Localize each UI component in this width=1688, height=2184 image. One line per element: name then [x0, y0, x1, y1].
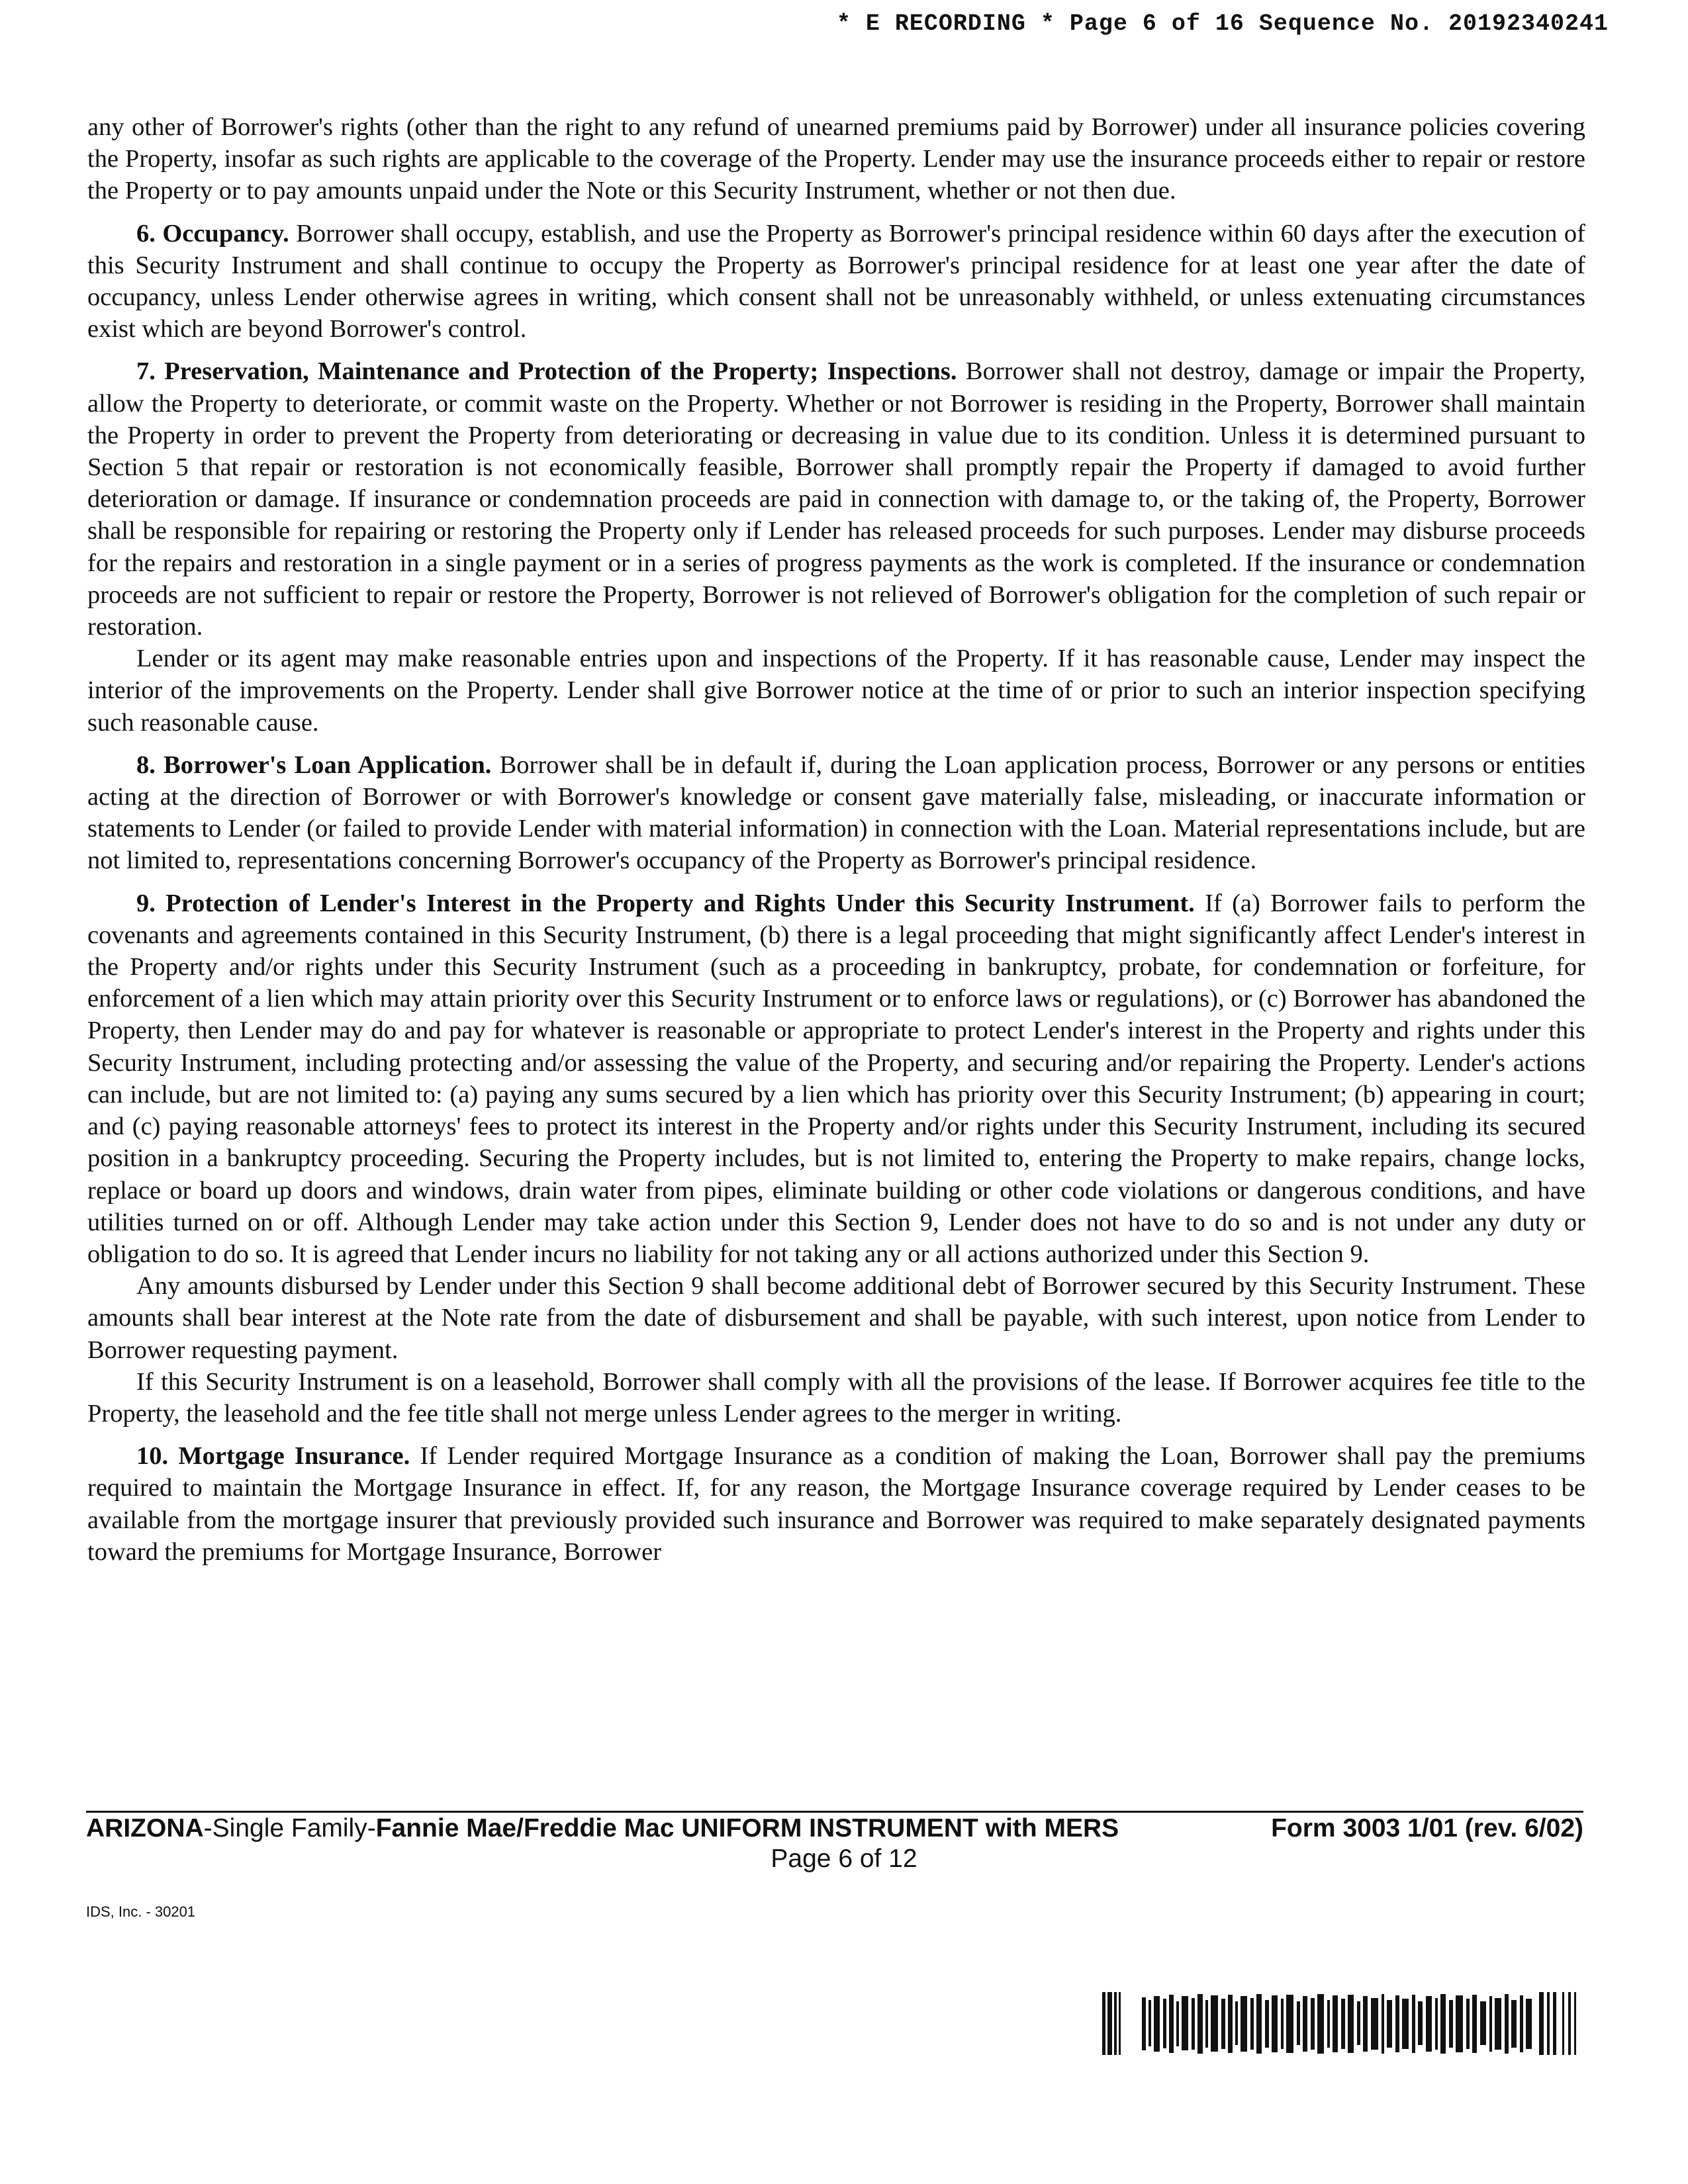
recording-header: * E RECORDING * Page 6 of 16 Sequence No. 20192340241 [836, 11, 1609, 37]
footer-page-number: Page 6 of 12 [771, 1844, 917, 1873]
paragraph-text: If (a) Borrower fails to perform the covenants and agreements contained in this Security Instrument, (b) there is a legal proceeding that might significantly affect Lender's interest in the Property and/or rights under this Security Instrument (such as a proceeding in bankruptcy, probate, for condemnation or forfeiture, for enforcement of a lien which may attain priority over this Security Instrument or to enforce laws or regulations), or (c) Borrower has abandoned the Property, then Lender may do and pay for whatever is reasonable or appropriate to protect Lender's interest in the Property and rights under this Security Instrument, including protecting and/or assessing the value of the Property, and securing and/or repairing the Property. Lender's actions can include, but are not limited to: (a) paying any sums secured by a lien which has priority over this Security Instrument; (b) appearing in court; and (c) paying reasonable attorneys' fees to protect its interest in the Property and/or rights under this Security Instrument, including its secured position in a bankruptcy proceeding. Securing the Property includes, but is not limited to, entering the Property to make repairs, change locks, replace or board up doors and windows, drain water from pipes, eliminate building or other code violations or dangerous conditions, and have utilities turned on or off. Although Lender may take action under this Section 9, Lender does not have to do so and is not under any duty or obligation to do so. It is agreed that Lender incurs no liability for not taking any or all actions authorized under this Section 9. [87, 889, 1585, 1268]
section-heading: 6. Occupancy. [136, 219, 289, 248]
ids-form-code: IDS, Inc. - 30201 [86, 1903, 196, 1920]
section-7-preservation [87, 355, 1585, 643]
paragraph-text: Lender or its agent may make reasonable entries upon and inspections of the Property. If it has reasonable cause, Lender may inspect the interior of the improvements on the Property. Lender shall give Borrower notice at the time of or prior to such an interior inspection specifying such reasonable cause. [87, 645, 1585, 737]
paragraph-text: Borrower shall occupy, establish, and use the Property as Borrower's principal residence within 60 days after the execution of this Security Instrument and shall continue to occupy the Property as Borrower's principal residence for at least one year after the date of occupancy, unless Lender otherwise agrees in writing, which consent shall not be unreasonably withheld, or unless extenuating circumstances exist which are beyond Borrower's control. [87, 219, 1585, 343]
paragraph-text: any other of Borrower's rights (other than the right to any refund of unearned premiums paid by Borrower) under all insurance policies covering the Property, insofar as such rights are applicable to the coverage of the Property. Lender may use the insurance proceeds either to repair or restore the Property or to pay amounts unpaid under the Note or this Security Instrument, whether or not then due. [87, 113, 1585, 205]
section-7-inspections-paragraph [87, 643, 1585, 739]
section-heading: 10. Mortgage Insurance. [136, 1442, 410, 1471]
paragraph-text: Borrower shall be in default if, during the Loan application process, Borrower or any persons or entities acting at the direction of Borrower or with Borrower's knowledge or consent gave materially false, misleading, or inaccurate information or statements to Lender (or failed to provide Lender with material information) in connection with the Loan. Material representations include, but are not limited to, representations concerning Borrower's occupancy of the Property as Borrower's principal residence. [87, 751, 1585, 875]
section-8-loan-application [87, 749, 1585, 877]
section-9-disbursed-paragraph [87, 1270, 1585, 1366]
section-heading: 8. Borrower's Loan Application. [136, 751, 492, 779]
barcode-icon [1102, 1992, 1579, 2055]
footer-divider [86, 1811, 1583, 1813]
section-9-protection [87, 887, 1585, 1270]
section-6-occupancy [87, 218, 1585, 345]
section-heading: 7. Preservation, Maintenance and Protection of the Property; Inspections. [136, 357, 957, 386]
footer-state: ARIZONA [86, 1814, 204, 1843]
paragraph-text: If Lender required Mortgage Insurance as a condition of making the Loan, Borrower shall pay the premiums required to maintain the Mortgage Insurance in effect. If, for any reason, the Mortgage Insurance coverage required by Lender ceases to be available from the mortgage insurer that previously provided such insurance and Borrower was required to make separately designated payments toward the premiums for Mortgage Insurance, Borrower [87, 1442, 1585, 1566]
section-9-leasehold-paragraph [87, 1366, 1585, 1430]
section-10-mortgage-insurance [87, 1440, 1585, 1568]
footer-form-number: Form 3003 1/01 (rev. 6/02) [1271, 1814, 1583, 1843]
footer-form-title [86, 1813, 1119, 1844]
document-body [87, 111, 1585, 1568]
section-heading: 9. Protection of Lender's Interest in the Property and Rights Under this Security Instrument. [136, 889, 1195, 917]
paragraph-text: If this Security Instrument is on a leasehold, Borrower shall comply with all the provisions of the lease. If Borrower acquires fee title to the Property, the leasehold and the fee title shall not merge unless Lender agrees to the merger in writing. [87, 1367, 1585, 1428]
paragraph-text: Borrower shall not destroy, damage or impair the Property, allow the Property to deteriorate, or commit waste on the Property. Whether or not Borrower is residing in the Property, Borrower shall maintain the Property in order to prevent the Property from deteriorating or decreasing in value due to its condition. Unless it is determined pursuant to Section 5 that repair or restoration is not economically feasible, Borrower shall promptly repair the Property if damaged to avoid further deterioration or damage. If insurance or condemnation proceeds are paid in connection with damage to, or the taking of, the Property, Borrower shall be responsible for repairing or restoring the Property only if Lender has released proceeds for such purposes. Lender may disburse proceeds for the repairs and restoration in a single payment or in a series of progress payments as the work is completed. If the insurance or condemnation proceeds are not sufficient to repair or restore the Property, Borrower is not relieved of Borrower's obligation for the completion of such repair or restoration. [87, 357, 1585, 641]
paragraph-insurance-continued [87, 111, 1585, 207]
paragraph-text: Any amounts disbursed by Lender under this Section 9 shall become additional debt of Borrower secured by this Security Instrument. These amounts shall bear interest at the Note rate from the date of disbursement and shall be payable, with such interest, upon notice from Lender to Borrower requesting payment. [87, 1272, 1585, 1364]
footer-form-name: Fannie Mae/Freddie Mac UNIFORM INSTRUMENT with MERS [375, 1814, 1119, 1843]
footer-property-type: -Single Family- [203, 1814, 376, 1843]
